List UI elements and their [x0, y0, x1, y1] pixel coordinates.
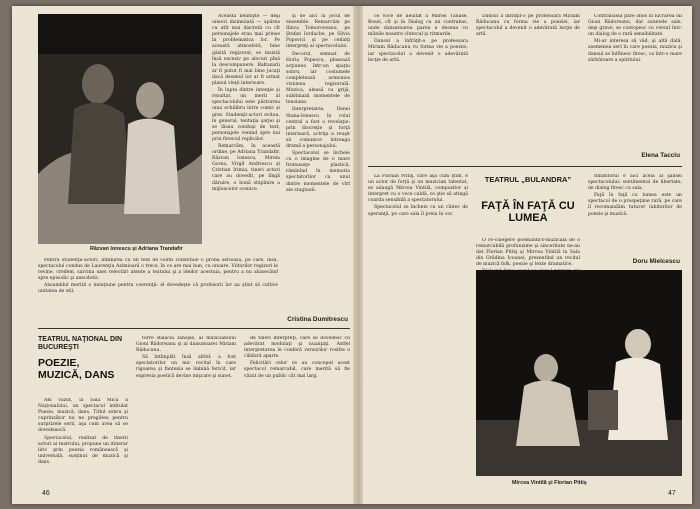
- paragraph: Să întîmplăt însă altfel: a fost spectatorilor un mic recital în care rigoarea şi fantezia se îmbină fericit, iar expresia poetică devine mişcare şi sunet.: [136, 355, 236, 379]
- paragraph: Spectacolul, realizat de tinerii actori ai teatrului, propune un itinerar liric prin poezia românească şi universală, susţinut de muzică şi dans.: [38, 435, 128, 465]
- paragraph: ce voce de neuitat a Mariei Tănase, Boezi, cît şi în Dialog cu un contrabas, unde dansatoarea parea a desena cu mîinile noastre cîntecul şi ritmurile.: [368, 14, 468, 38]
- paragraph: Dansul a înfrăţit-o pe profesoara Miriam Răducanu cu forma vie a poeziei, iar spectacolul a devenit o adevărată lecţie de artă.: [368, 39, 468, 63]
- section-label: TEATRUL „BULANDRA”: [484, 175, 572, 184]
- paragraph: O re-culegere poemantico-muzicală de o remarcabilă profunzime şi sinceritate ne-au dat Florian Pittiş şi Mircea Vintilă la Sala din Grădina Icoanei, prezentînd un recital de muzică folk, poezie şi texte dramatice.: [476, 238, 580, 268]
- author-signature: Elena Tacciu: [641, 152, 680, 159]
- paragraph: Spectacolul se încheie cu un cîntec de speranţă, pe care sala îl preia în cor.: [368, 205, 468, 217]
- text-column: [286, 14, 350, 310]
- text-column: [38, 258, 278, 314]
- text-column: [38, 398, 128, 486]
- paragraph: Pentru studenţii-actori, întîlnirea cu un text de Gorki constituie o probă serioasă, pe care, însă, spectacolul condus de Laurenţiu Azimioară o trece, în ce are mai bun, cu onoare. Viitorilor regizori le revine, credem, sarcina unei relectări atente a textului şi a ideilor acestuia, pentru a nu alunecând spre episodic şi anecdotic.: [38, 258, 278, 282]
- photo-caption-right: Mircea Vintilă şi Florian Pittiş: [512, 480, 587, 486]
- production-photo-right: [476, 270, 682, 476]
- paragraph: Aceastã nelinişte — deşi uneori disimulată — apărea cu atît mai discretă cu cît personajele erau mai prinse în problematica lor. Pe această atmosferă, bine găsită regizoral, se insistă însă excesiv pe alocuri pînă la descompunere. Baltazarii ar fi putut fi mai bine jucaţi dacă desenul lor ar fi urmat planul vieţii interioare.: [212, 14, 280, 87]
- section-divider: [38, 328, 350, 329]
- paragraph: Remarcăm, în această ordine, pe Adriana Trandafir, Răzvan Ionescu, Mirela Gorea, Virgil Andriescu şi Cristian Irimia, tineri actori care au dovedit, pe lîngă dăruire, o bună stăpînire a mijloacelor scenice.: [212, 143, 280, 192]
- paragraph: de tineri interpreţi, care se dovedesc cu adevărat modulaţi şi nuanţaţi. Astfel interpretarea le conferă versurilor rostite o căldură aparte.: [244, 336, 350, 360]
- paragraph: Inhibitorul e aici acela al şansei spectacolului: sentimentul de libertate, de dialog firesc cu sala.: [588, 174, 682, 192]
- text-column: [212, 14, 280, 254]
- text-column: [368, 174, 468, 262]
- author-signature: Doru Mielcescu: [632, 258, 680, 265]
- production-photo-left: [38, 14, 202, 244]
- magazine-spread: [12, 6, 692, 504]
- page-number: 47: [668, 490, 676, 497]
- section-divider: [368, 166, 682, 167]
- paragraph: La Florian Pittiş, care aşa cum ştim, e un actor de forţă şi un muzician talentat, se adaugă Mircea Vintilă, compozitor şi interpret cu o voce caldă, ce ştie să atingă coarda sensibilă a spectatorului.: [368, 174, 468, 204]
- section-label: TEATRUL NAŢIONAL DIN BUCUREŞTI: [38, 336, 122, 352]
- paragraph: Interpretarea Ilenei Stana-Ionescu în rolul central a fost o revelaţie: prin discreţie şi forţă interioară, actriţa a reuşit să comunice întreaga dramă a personajului.: [286, 107, 350, 149]
- paragraph: torre Balacia Ianoşie, al muzicianului Gioni Rădoreanu şi al dansatoarei Miriam Răducanu.: [136, 336, 236, 354]
- paragraph: şi de aici la jocul de ensemble. Remarcăm pe Ilinca Tomoroveanu, pe Ştefan Iordache, pe Silvia Popovici şi pe ceilalţi interpreţi ai spectacolului.: [286, 14, 350, 50]
- author-signature: Cristina Dumitrescu: [287, 316, 348, 323]
- paragraph: Decorul, semnat de Horia Popescu, plasează acţiunea într-un spaţiu sobru, iar costumele completează armonios viziunea regizorală. Muzica, aleasă cu grijă, subliniază momentele de tensiune.: [286, 51, 350, 106]
- section-title: FAŢĂ ÎN FAŢĂ CU LUMEA: [481, 200, 575, 225]
- text-column: [136, 336, 236, 486]
- paragraph: Dansul a înfrăţit-o pe profesoara Miriam Răducanu cu forma vie a poeziei, iar spectacolul a devenit o adevărată lecţie de artă.: [476, 14, 580, 38]
- photo-caption-left: Răzvan Ionescu şi Adriana Trandafir: [90, 246, 183, 252]
- page-number: 46: [42, 490, 50, 497]
- paragraph: Ansamblul merită o menţiune pentru coerenţă: el dovedeşte că profesorii lor au ştiut să cultive unitatea de stil.: [38, 283, 278, 295]
- right-page: [362, 6, 692, 504]
- paragraph: Mi-ar interesa să văd, şi altă dată, asemenea seri în care poezia, muzica şi dansul se întîlnesc firesc, ca într-o mare sărbătoare a spiritului.: [588, 39, 682, 63]
- paragraph: Felicitări celor ce au conceput acest spectacol remarcabil, care merită să fie văzut de un public cât mai larg.: [244, 361, 350, 379]
- text-column: [244, 336, 350, 486]
- text-column: [476, 14, 580, 164]
- paragraph: Am văzut, la Sala Mică a Naţionalului, un spectacol intitulat Poezie, muzică, dans. Titlul sobru şi cuprinzător nu ne pregătea pentru surprizele serii, aşa cum avea să se dovedească.: [38, 398, 128, 434]
- text-column: [588, 174, 682, 256]
- paragraph: Faţă în faţă cu lumea este un spectacol de o prospeţime rară, pe care îl recomandăm tuturor iubitorilor de poezie şi muzică.: [588, 193, 682, 217]
- section-title: POEZIE, MUZICĂ, DANS: [38, 357, 115, 381]
- paragraph: Contrabasul pare sfios în lucrarea lui Gioni Rădoreanu, dar sunetele sale, deşi grave, se contopesc cu versul într-un dialog de o rară sensibilitate.: [588, 14, 682, 38]
- paragraph: Spectacolul se încheie cu o imagine de o mare frumuseţe plastică, rămînînd în memoria spectatorilor ca unul dintre momentele de vîrf ale stagiunii.: [286, 151, 350, 193]
- paragraph: În lupta dintre intenţie şi rezultat, un merit al spectacolului este păstrarea unui echilibru între comic şi grav. Studenţii-actori evitau, în general, tentaţia şarjei şi se lăsau conduşi de text, personajele venind spre noi prin firescul replicilor.: [212, 88, 280, 142]
- text-column: [368, 14, 468, 164]
- text-column: [588, 14, 682, 144]
- left-page: [12, 6, 354, 504]
